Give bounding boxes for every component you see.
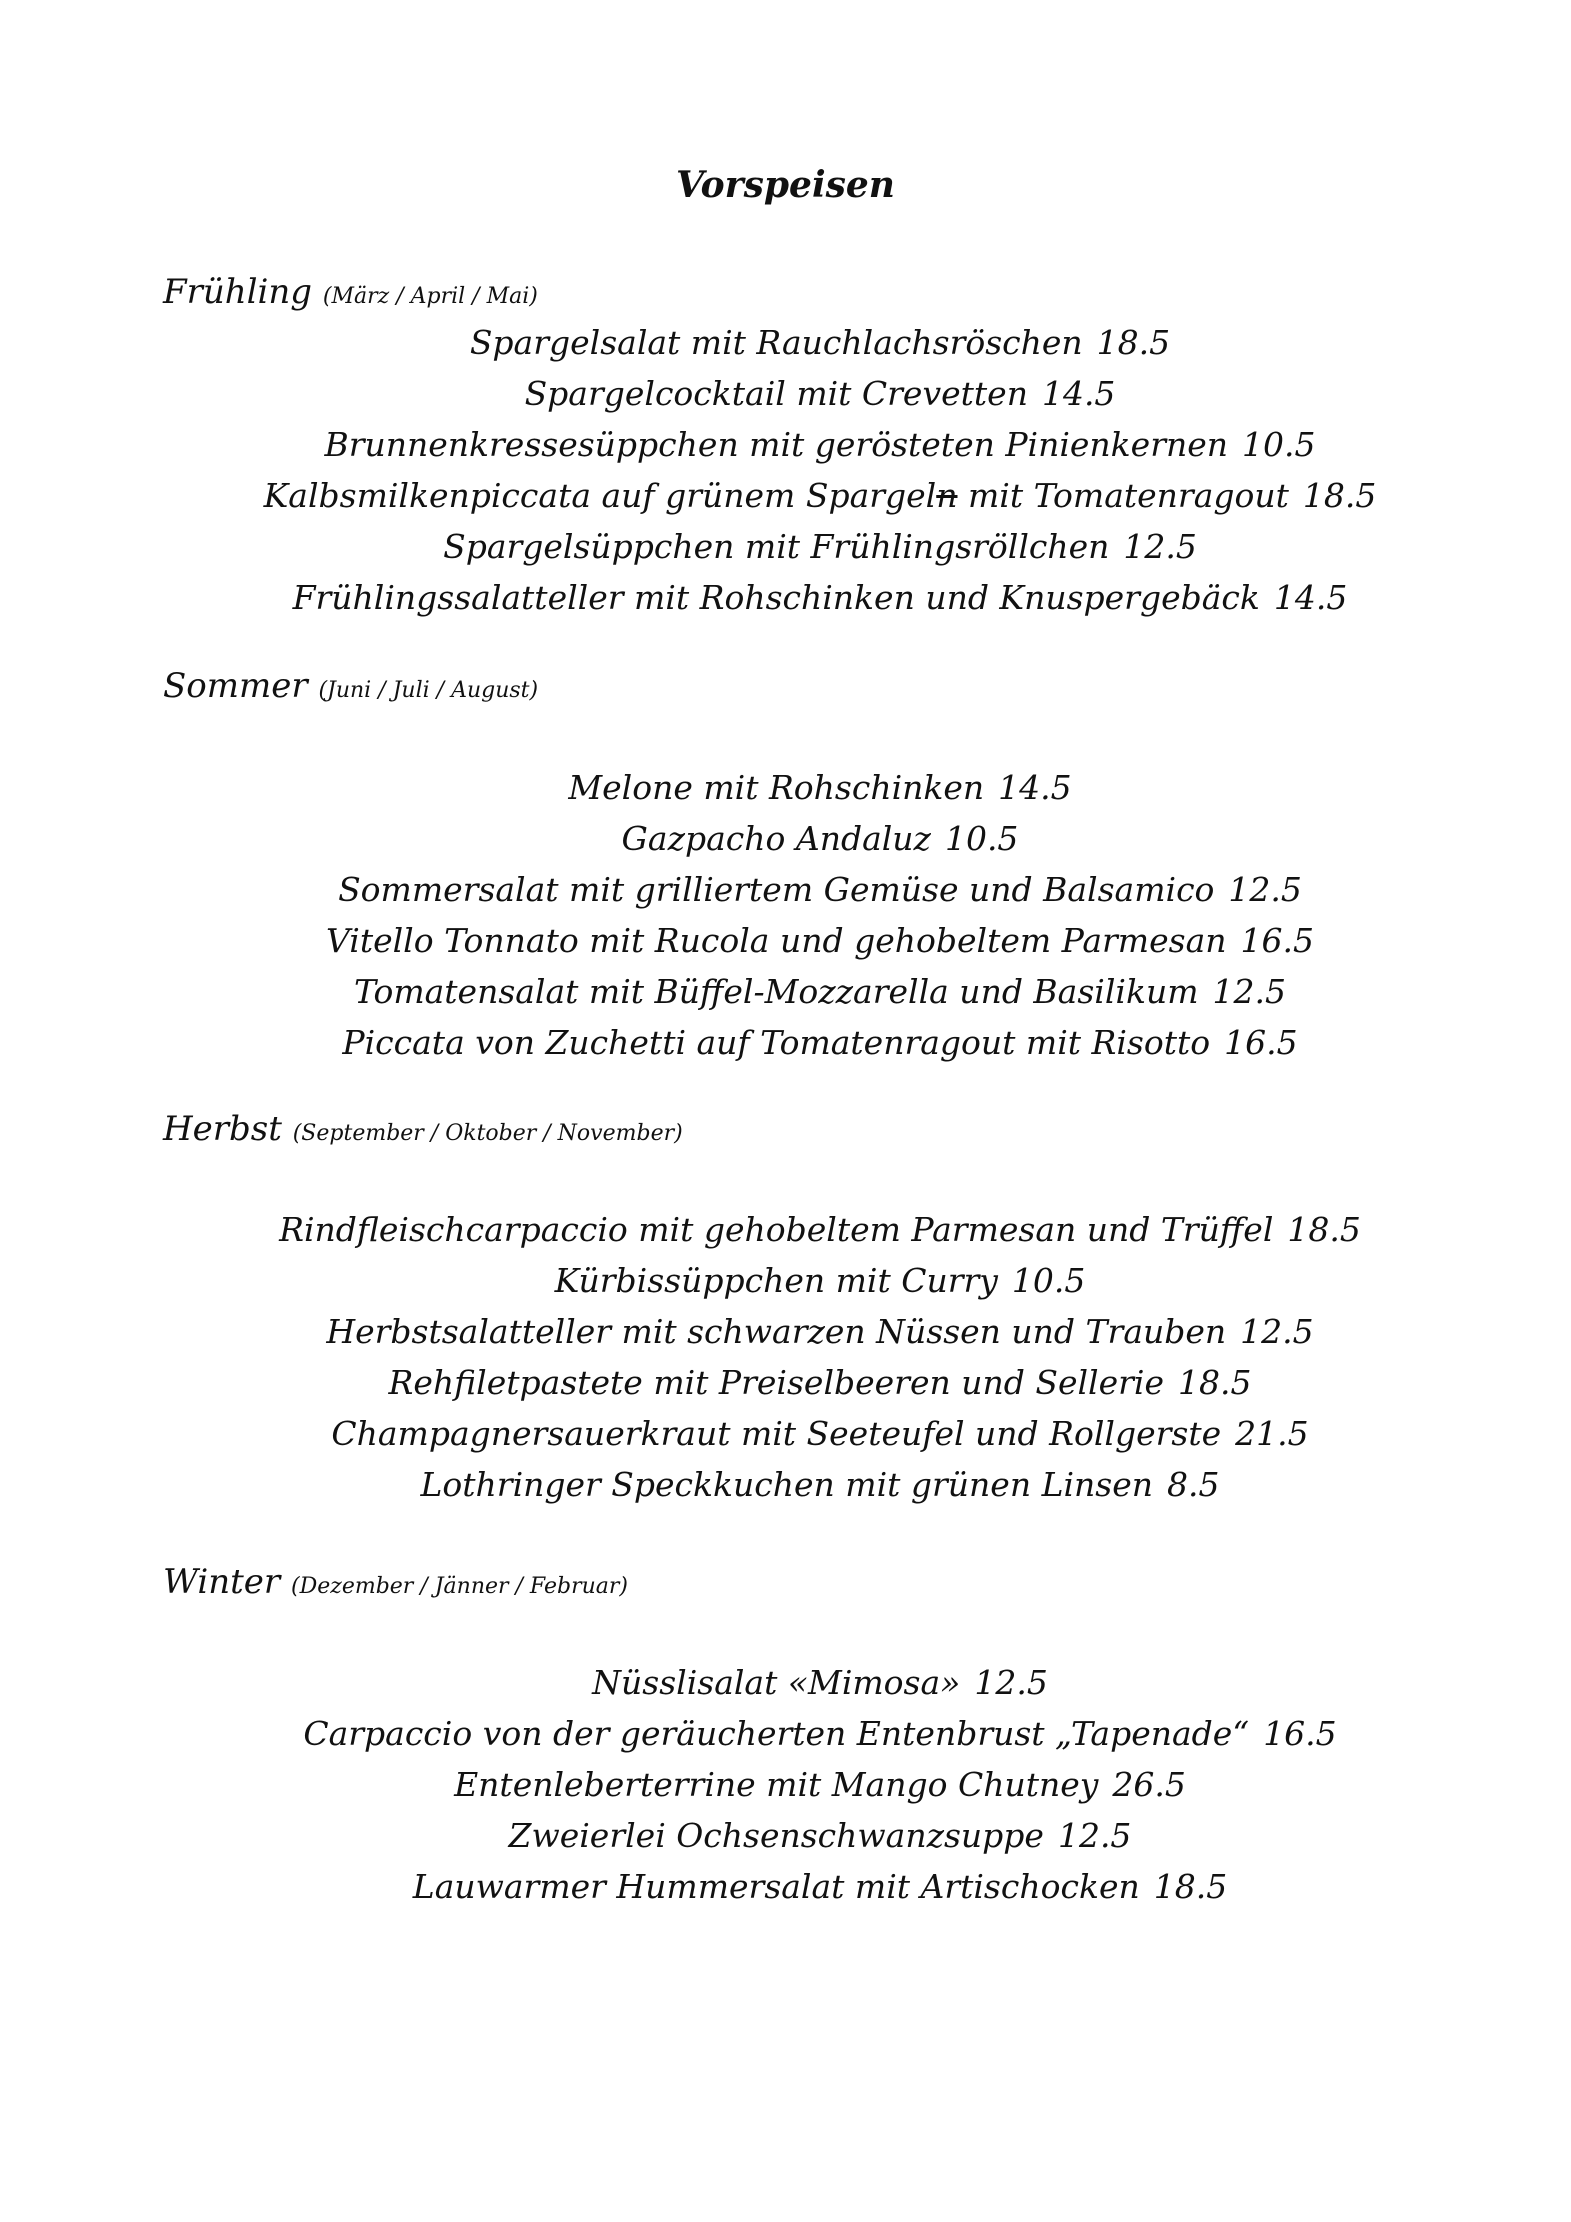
menu-item	[200, 813, 1440, 864]
dish-price: 8.5	[1167, 1465, 1220, 1504]
dish-name: Rindfleischcarpaccio mit gehobeltem Parmesan und Trüffel	[279, 1210, 1274, 1249]
dish-list-fruehling	[200, 317, 1440, 623]
page-title: Vorspeisen	[676, 164, 895, 206]
dish-name: Spargelsüppchen mit Frühlingsröllchen	[443, 527, 1110, 566]
dish-name: Nüsslisalat «Mimosa»	[592, 1663, 961, 1702]
dish-name: Spargelsalat mit Rauchlachsröschen	[469, 323, 1083, 362]
menu-item	[200, 1017, 1440, 1068]
dish-name: Zweierlei Ochsenschwanzsuppe	[508, 1816, 1044, 1855]
menu-item	[200, 317, 1440, 368]
dish-price: 14.5	[1041, 374, 1116, 413]
dish-name: Champagnersauerkraut mit Seeteufel und Rollgerste	[331, 1414, 1222, 1453]
menu-item	[200, 419, 1440, 470]
dish-name: Spargelcocktail mit Crevetten	[524, 374, 1028, 413]
dish-price: 10.5	[1011, 1261, 1086, 1300]
dish-name: Lauwarmer Hummersalat mit Artischocken	[412, 1867, 1140, 1906]
menu-item	[200, 915, 1440, 966]
menu-item	[200, 1810, 1440, 1861]
menu-item	[200, 1408, 1440, 1459]
dish-price: 18.5	[1153, 1867, 1228, 1906]
dish-price: 18.5	[1096, 323, 1171, 362]
dish-price: 18.5	[1302, 476, 1377, 515]
menu-item	[200, 864, 1440, 915]
menu-item	[200, 1657, 1440, 1708]
dish-list-winter	[200, 1657, 1440, 1912]
menu-item	[200, 1861, 1440, 1912]
season-name: Frühling	[163, 272, 313, 312]
dish-list-sommer	[200, 762, 1440, 1068]
season-heading-winter	[163, 1560, 628, 1609]
menu-item	[200, 1357, 1440, 1408]
menu-item	[200, 1759, 1440, 1810]
dish-price: 12.5	[1123, 527, 1197, 566]
dish-name: Brunnenkressesüppchen mit gerösteten Pinienkernen	[324, 425, 1229, 464]
dish-price: 16.5	[1263, 1714, 1337, 1753]
menu-item	[200, 1306, 1440, 1357]
dish-price: 18.5	[1177, 1363, 1252, 1402]
dish-price: 21.5	[1235, 1414, 1309, 1453]
season-heading-fruehling	[163, 270, 538, 319]
dish-list-herbst	[200, 1204, 1440, 1510]
dish-price: 14.5	[998, 768, 1072, 807]
dish-price: 16.5	[1240, 921, 1314, 960]
dish-price: 16.5	[1224, 1023, 1298, 1062]
dish-name: Entenleberterrine mit Mango Chutney	[454, 1765, 1099, 1804]
season-months: (März / April / Mai)	[322, 284, 538, 309]
dish-name-part: mit Tomatenragout	[957, 476, 1289, 515]
dish-name: Vitello Tonnato mit Rucola und gehobeltem Parmesan	[326, 921, 1227, 960]
dish-name: Carpaccio von der geräucherten Entenbrust „Tapenade“	[303, 1714, 1250, 1753]
dish-name: Melone mit Rohschinken	[568, 768, 985, 807]
menu-item	[200, 470, 1440, 521]
dish-name: Frühlingssalatteller mit Rohschinken und Knuspergebäck	[292, 578, 1260, 617]
season-months: (Juni / Juli / August)	[318, 678, 539, 703]
season-name: Winter	[163, 1562, 281, 1602]
menu-item	[200, 1708, 1440, 1759]
menu-item	[200, 572, 1440, 623]
season-name: Herbst	[163, 1109, 282, 1149]
dish-name: Piccata von Zuchetti auf Tomatenragout mit Risotto	[342, 1023, 1211, 1062]
dish-name: Gazpacho Andaluz	[621, 819, 931, 858]
dish-price: 12.5	[1212, 972, 1286, 1011]
dish-name: Sommersalat mit grilliertem Gemüse und Balsamico	[338, 870, 1215, 909]
dish-price: 12.5	[1057, 1816, 1132, 1855]
dish-price: 26.5	[1112, 1765, 1186, 1804]
dish-name: Lothringer Speckkuchen mit grünen Linsen	[420, 1465, 1154, 1504]
menu-item	[200, 1255, 1440, 1306]
menu-item	[200, 368, 1440, 419]
dish-price: 18.5	[1287, 1210, 1361, 1249]
menu-item	[200, 1204, 1440, 1255]
menu-item	[200, 966, 1440, 1017]
dish-price: 10.5	[1242, 425, 1316, 464]
dish-price: 12.5	[1240, 1312, 1314, 1351]
dish-name: Herbstsalatteller mit schwarzen Nüssen und Trauben	[326, 1312, 1227, 1351]
dish-price: 12.5	[974, 1663, 1048, 1702]
dish-price: 12.5	[1228, 870, 1302, 909]
menu-item	[200, 1459, 1440, 1510]
season-months: (Dezember / Jänner / Februar)	[290, 1574, 628, 1599]
dish-name: Kürbissüppchen mit Curry	[554, 1261, 998, 1300]
dish-name-part: Kalbsmilkenpiccata auf grünem Spargel	[263, 476, 937, 515]
menu-item	[200, 521, 1440, 572]
season-heading-herbst	[163, 1107, 683, 1156]
struck-text: n	[936, 476, 958, 515]
dish-name: Tomatensalat mit Büffel-Mozzarella und Basilikum	[354, 972, 1199, 1011]
season-heading-sommer	[163, 664, 538, 713]
menu-item	[200, 762, 1440, 813]
dish-price: 10.5	[944, 819, 1019, 858]
season-months: (September / Oktober / November)	[292, 1121, 683, 1146]
dish-price: 14.5	[1273, 578, 1348, 617]
season-name: Sommer	[163, 666, 308, 706]
dish-name: Rehfiletpastete mit Preiselbeeren und Sellerie	[388, 1363, 1164, 1402]
